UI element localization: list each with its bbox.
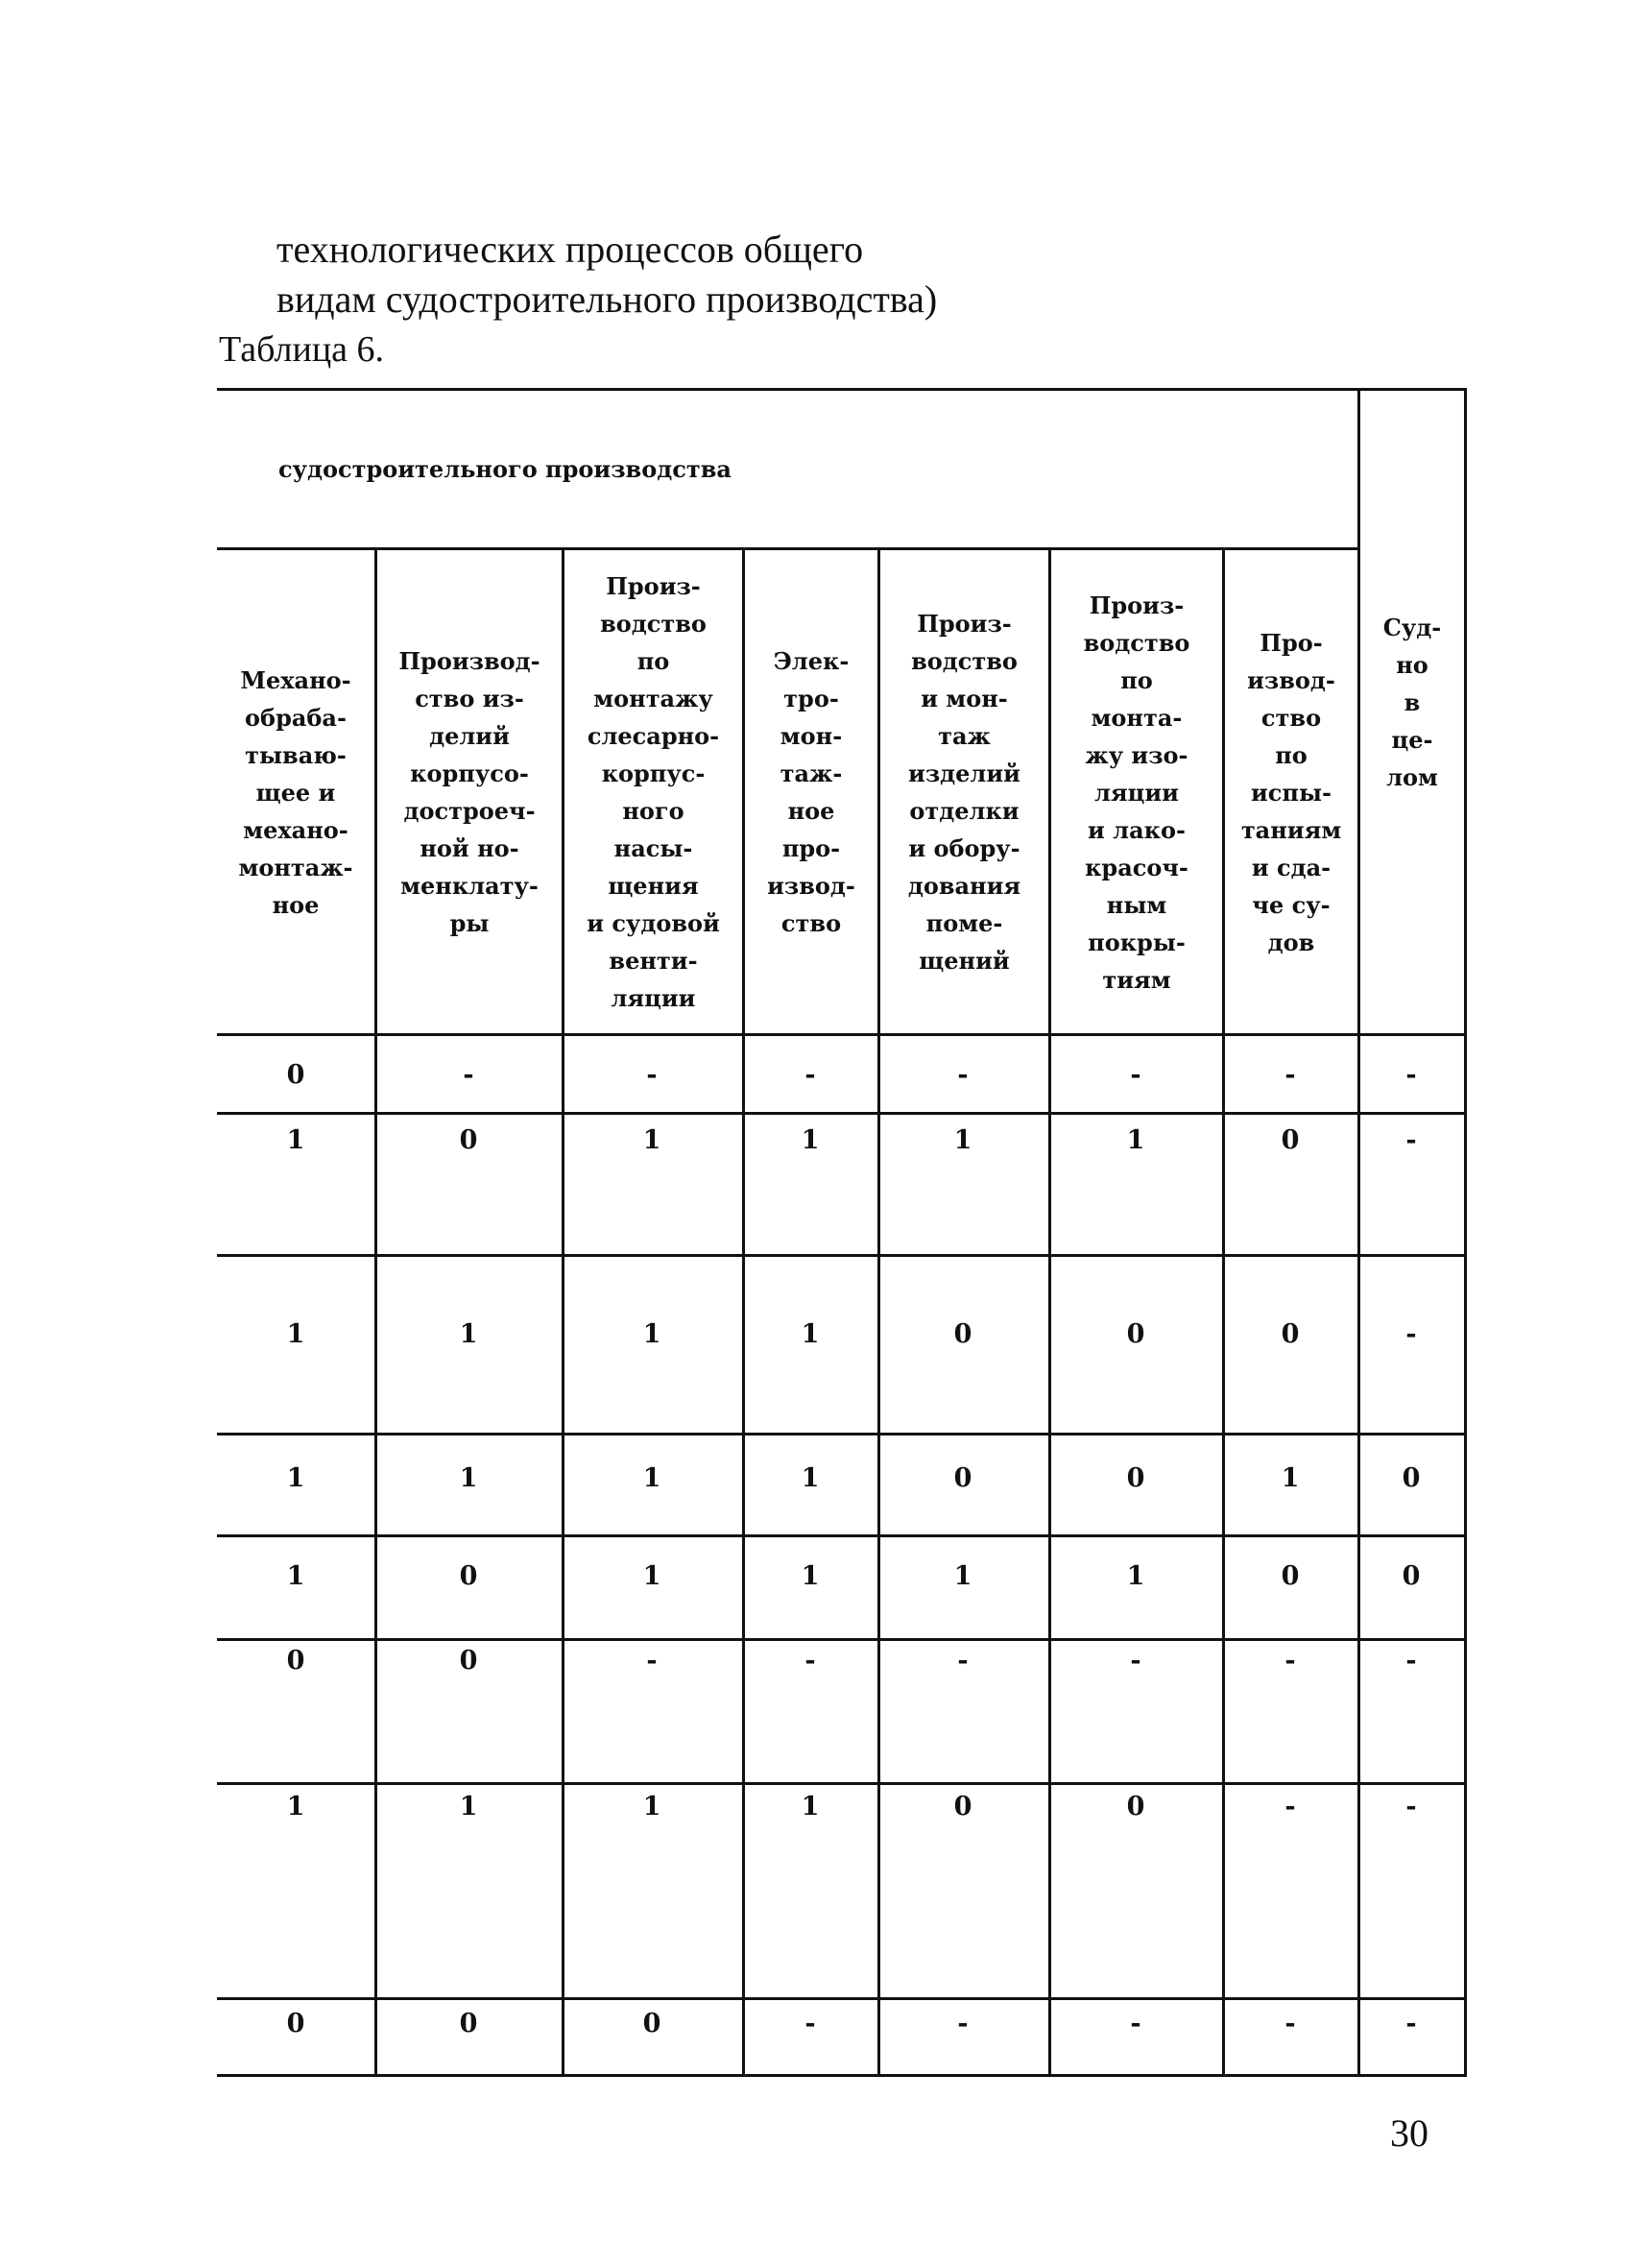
table-cell: 1 <box>642 1792 661 1822</box>
table-cell: - <box>1130 2009 1141 2039</box>
table-cell: - <box>1405 1125 1417 1155</box>
column-header-hull-products: Производ- ство из- делий корпусо- достроеч- ной но- менклату- ры <box>398 647 540 937</box>
table-cell: 1 <box>642 1561 661 1591</box>
table-cell: 1 <box>286 1792 305 1822</box>
group-header-divider <box>217 547 1359 550</box>
table-cell: 1 <box>642 1125 661 1155</box>
table-cell: 1 <box>801 1125 820 1155</box>
table-cell: - <box>1284 1792 1296 1822</box>
table-cell: - <box>1284 2009 1296 2039</box>
table-cell: 0 <box>459 1561 478 1591</box>
column-header-ship-overall: Суд- но в це- лом <box>1382 614 1442 791</box>
table-cell: 1 <box>286 1561 305 1591</box>
row-divider <box>217 1112 1467 1115</box>
page-number: 30 <box>1390 2111 1428 2155</box>
table-cell: 0 <box>953 1463 972 1493</box>
table-cell: 0 <box>1281 1125 1300 1155</box>
row-divider <box>217 1997 1467 2000</box>
table-cell: - <box>646 1646 658 1676</box>
row-divider <box>217 1254 1467 1257</box>
table-cell: 0 <box>642 2009 661 2039</box>
table-cell: 1 <box>953 1125 972 1155</box>
table-cell: 0 <box>1402 1561 1421 1591</box>
table-top-border <box>217 388 1467 391</box>
table-cell: 0 <box>286 1646 305 1676</box>
table-cell: 1 <box>286 1319 305 1349</box>
table-cell: 0 <box>1126 1319 1145 1349</box>
row-divider <box>217 1433 1467 1436</box>
header-bottom-border <box>217 1033 1467 1036</box>
table-cell: - <box>1284 1646 1296 1676</box>
table-cell: 0 <box>953 1792 972 1822</box>
table-bottom-border <box>217 2074 1467 2077</box>
row-divider <box>217 1638 1467 1641</box>
table-cell: 1 <box>801 1319 820 1349</box>
table-cell: 1 <box>459 1792 478 1822</box>
table-caption: Таблица 6. <box>219 329 385 370</box>
table-cell: - <box>1130 1646 1141 1676</box>
table-cell: 1 <box>642 1319 661 1349</box>
table-cell: 1 <box>953 1561 972 1591</box>
table-cell: 1 <box>286 1463 305 1493</box>
table-cell: 0 <box>286 2009 305 2039</box>
table-cell: 1 <box>286 1125 305 1155</box>
table-cell: 0 <box>459 1125 478 1155</box>
table-cell: - <box>1405 2009 1417 2039</box>
table-cell: 0 <box>286 1060 305 1090</box>
column-header-mechanical: Механо- обраба- тываю- щее и механо- монтаж- ное <box>238 665 353 919</box>
table-cell: - <box>957 1646 969 1676</box>
data-table <box>217 388 1467 2078</box>
column-header-fitting-ventilation: Произ- водство по монтажу слесарно- корпус- ного насы- щения и судовой венти- ляции <box>587 572 720 1012</box>
table-cell: 1 <box>801 1463 820 1493</box>
table-cell: 1 <box>801 1792 820 1822</box>
table-cell: 0 <box>1402 1463 1421 1493</box>
table-cell: 1 <box>1126 1125 1145 1155</box>
row-divider <box>217 1534 1467 1537</box>
table-cell: - <box>1130 1060 1141 1090</box>
table-right-border <box>1464 388 1467 2077</box>
group-header-title: судостроительного производства <box>278 455 732 483</box>
table-cell: - <box>957 1060 969 1090</box>
table-cell: 1 <box>642 1463 661 1493</box>
table-cell: - <box>804 2009 816 2039</box>
column-header-insulation-painting: Произ- водство по монта- жу изо- ляции и лако- красоч- ным покры- тиям <box>1083 591 1190 994</box>
table-cell: - <box>804 1646 816 1676</box>
table-cell: 0 <box>1126 1792 1145 1822</box>
table-cell: - <box>1405 1646 1417 1676</box>
table-cell: - <box>804 1060 816 1090</box>
table-cell: 0 <box>1281 1561 1300 1591</box>
table-cell: - <box>463 1060 474 1090</box>
column-header-testing-delivery: Про- извод- ство по испы- таниям и сда- че су- дов <box>1240 628 1342 956</box>
table-cell: 1 <box>801 1561 820 1591</box>
row-divider <box>217 1782 1467 1785</box>
table-cell: - <box>957 2009 969 2039</box>
table-cell: 0 <box>459 1646 478 1676</box>
table-cell: 1 <box>459 1319 478 1349</box>
table-cell: - <box>1405 1060 1417 1090</box>
column-header-outfitting: Произ- водство и мон- таж изделий отделки и обору- дования поме- щений <box>907 610 1021 975</box>
table-cell: 0 <box>953 1319 972 1349</box>
table-cell: 1 <box>1281 1463 1300 1493</box>
table-cell: 0 <box>459 2009 478 2039</box>
heading-line-2: видам судостроительного производства) <box>276 277 938 321</box>
table-cell: 0 <box>1281 1319 1300 1349</box>
table-cell: - <box>1284 1060 1296 1090</box>
table-cell: - <box>646 1060 658 1090</box>
table-cell: 1 <box>459 1463 478 1493</box>
heading-line-1: технологических процессов общего <box>276 228 864 271</box>
table-cell: 1 <box>1126 1561 1145 1591</box>
table-cell: - <box>1405 1792 1417 1822</box>
column-header-electrical: Элек- тро- мон- таж- ное про- извод- ство <box>767 647 855 937</box>
table-cell: - <box>1405 1319 1417 1349</box>
table-cell: 0 <box>1126 1463 1145 1493</box>
